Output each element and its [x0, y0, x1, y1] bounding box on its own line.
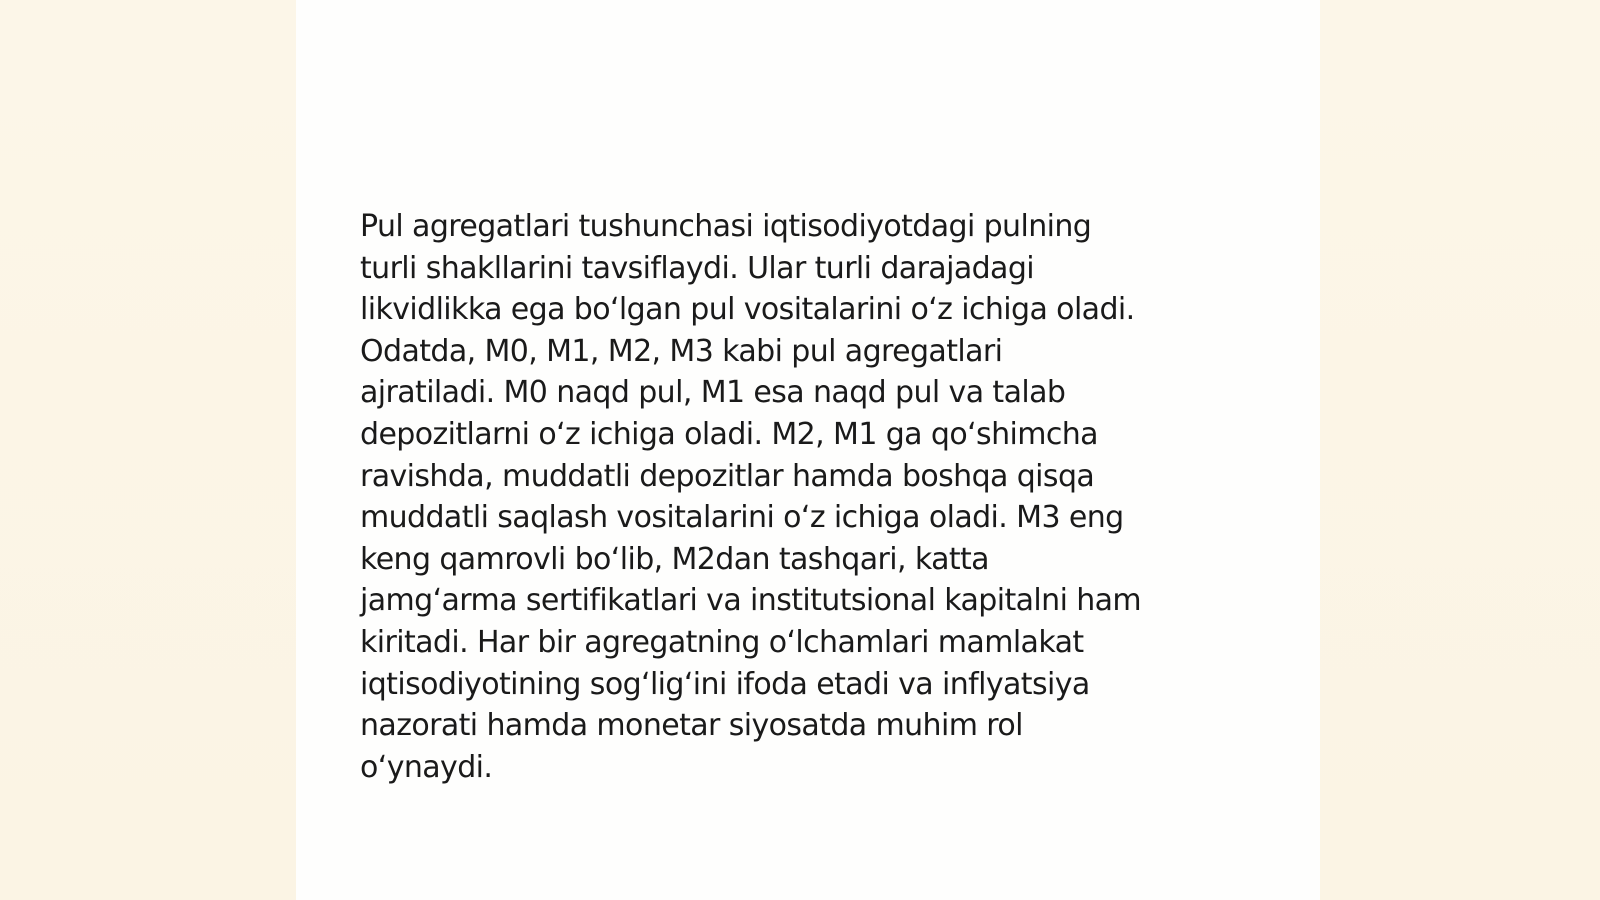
- text-line: kiritadi. Har bir agregatning o‘lchamlari mamlakat: [360, 624, 1084, 660]
- text-line: o‘ynaydi.: [360, 749, 493, 785]
- text-line: nazorati hamda monetar siyosatda muhim rol: [360, 708, 1023, 744]
- text-line: ravishda, muddatli depozitlar hamda boshqa qisqa: [360, 458, 1095, 494]
- body-paragraph: [360, 206, 1240, 788]
- left-background-margin: [0, 0, 296, 900]
- text-line: ajratiladi. M0 naqd pul, M1 esa naqd pul va talab: [360, 375, 1066, 411]
- text-line: depozitlarni o‘z ichiga oladi. M2, M1 ga qo‘shimcha: [360, 416, 1098, 452]
- text-line: turli shakllarini tavsiflaydi. Ular turli darajadagi: [360, 250, 1035, 286]
- text-line: Pul agregatlari tushunchasi iqtisodiyotdagi pulning: [360, 209, 1092, 244]
- text-line: jamg‘arma sertifikatlari va institutsional kapitalni ham: [360, 583, 1142, 619]
- text-line: Odatda, M0, M1, M2, M3 kabi pul agregatlari: [360, 333, 1003, 369]
- text-line: muddatli saqlash vositalarini o‘z ichiga oladi. M3 eng: [360, 500, 1124, 536]
- text-line: likvidlikka ega bo‘lgan pul vositalarini o‘z ichiga oladi.: [360, 292, 1135, 328]
- text-line: iqtisodiyotining sog‘lig‘ini ifoda etadi va inflyatsiya: [360, 666, 1090, 702]
- right-background-margin: [1320, 0, 1600, 900]
- text-line: keng qamrovli bo‘lib, M2dan tashqari, katta: [360, 541, 989, 577]
